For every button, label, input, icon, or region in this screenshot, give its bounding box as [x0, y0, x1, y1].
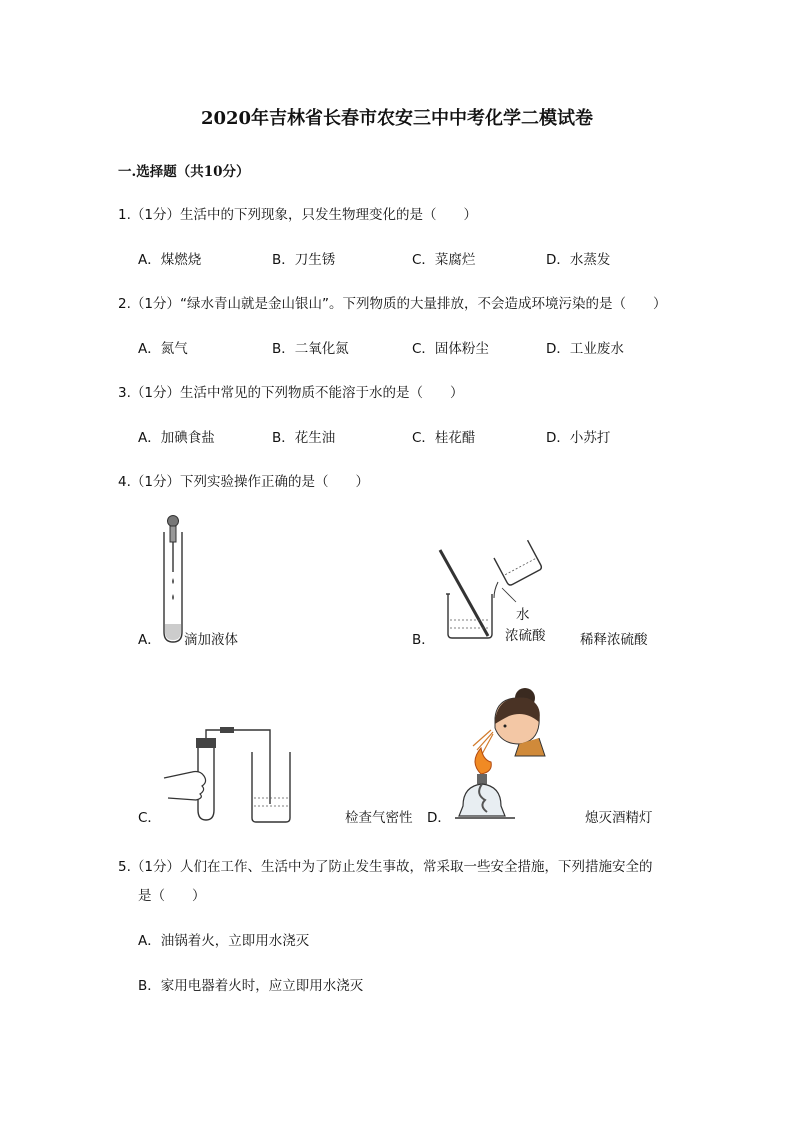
question-2-option-c: C．固体粉尘	[412, 341, 489, 357]
question-4-stem: 4.（1分）下列实验操作正确的是（ ）	[118, 474, 369, 490]
question-3-stem: 3.（1分）生活中常见的下列物质不能溶于水的是（ ）	[118, 385, 464, 401]
question-1-option-d: D．水蒸发	[546, 252, 611, 268]
question-4-option-c-caption: 检查气密性	[345, 810, 413, 826]
question-2-stem: 2.（1分）“绿水青山就是金山银山”。下列物质的大量排放，不会造成环境污染的是（ ）	[118, 296, 667, 312]
question-4-option-c-letter: C．	[138, 810, 161, 826]
question-2-option-a: A．氮气	[138, 341, 188, 357]
question-3-option-d: D．小苏打	[546, 430, 611, 446]
question-1-option-a: A．煤燃烧	[138, 252, 202, 268]
question-3-option-a: A．加碘食盐	[138, 430, 215, 446]
question-5-option-a: A．油锅着火，立即用水浇灭	[138, 933, 310, 949]
question-3-option-c: C．桂花醋	[412, 430, 476, 446]
question-4-option-d-letter: D．	[427, 810, 451, 826]
question-4-option-b-water-label: 水	[516, 607, 530, 623]
section-heading: 一.选择题（共10分）	[118, 164, 250, 180]
question-3-option-b: B．花生油	[272, 430, 336, 446]
question-5-stem-line-1: 5.（1分）人们在工作、生活中为了防止发生事故，常采取一些安全措施，下列措施安全的	[118, 859, 653, 875]
alcohol-lamp-illustration	[455, 676, 565, 826]
page-title: 2020年吉林省长春市农安三中中考化学二模试卷	[200, 108, 594, 129]
dropper-test-tube-illustration	[158, 512, 188, 644]
airtightness-check-illustration	[160, 724, 300, 824]
question-5-option-b: B．家用电器着火时，应立即用水浇灭	[138, 978, 364, 994]
question-4-option-d-caption: 熄灭酒精灯	[585, 810, 653, 826]
question-5-stem-line-2: 是（ ）	[138, 888, 206, 904]
question-1-option-b: B．刀生锈	[272, 252, 336, 268]
question-2-option-d: D．工业废水	[546, 341, 624, 357]
question-4-option-b-caption: 稀释浓硫酸	[580, 632, 648, 648]
question-4-option-a-letter: A．	[138, 632, 161, 648]
question-4-option-b-acid-label: 浓硫酸	[505, 628, 546, 644]
question-1-option-c: C．菜腐烂	[412, 252, 476, 268]
question-1-stem: 1.（1分）生活中的下列现象，只发生物理变化的是（ ）	[118, 207, 477, 223]
question-2-option-b: B．二氧化氮	[272, 341, 349, 357]
question-4-option-a-caption: 滴加液体	[184, 632, 238, 648]
question-4-option-b-letter: B．	[412, 632, 435, 648]
